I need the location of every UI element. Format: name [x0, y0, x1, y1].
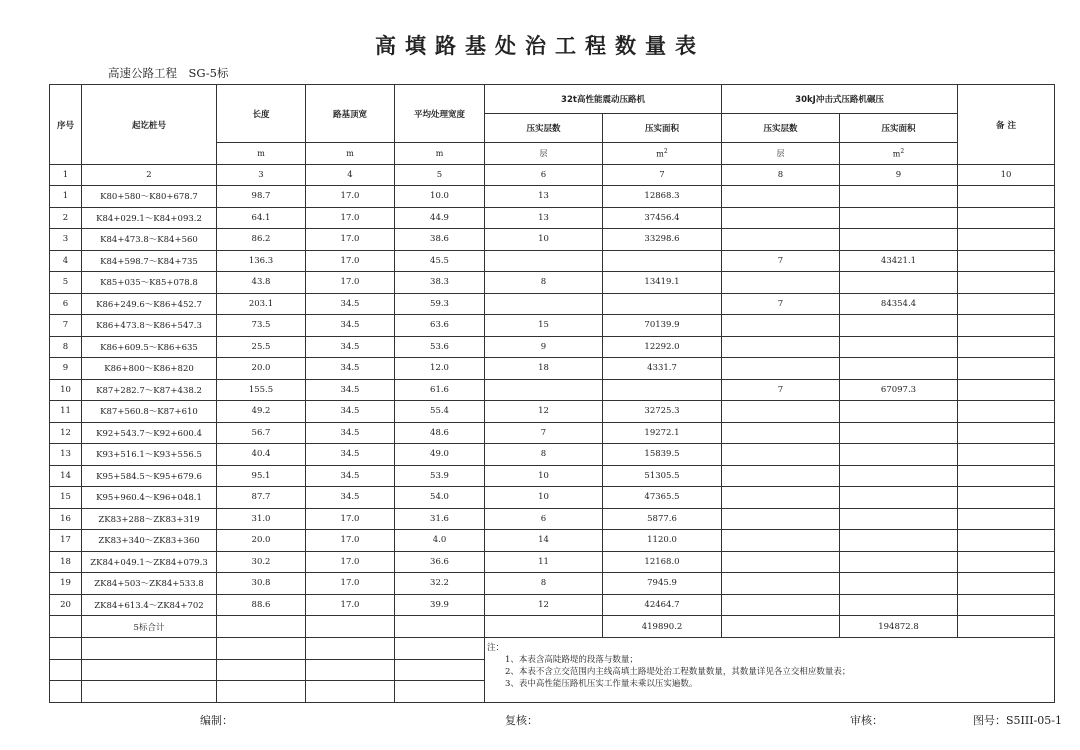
table-row: [50, 487, 1055, 509]
quantity-table: [49, 84, 1055, 703]
cell-avg-width: 10.0: [395, 186, 485, 208]
cell-avg-width: 44.9: [395, 207, 485, 229]
unit-layers-2: 层: [722, 143, 840, 165]
cell-seq: 14: [50, 465, 82, 487]
cell-station: K84+473.8～K84+560: [82, 229, 217, 251]
table-row: [50, 358, 1055, 380]
cell-avg-width: 53.6: [395, 336, 485, 358]
cell-avg-width: 38.3: [395, 272, 485, 294]
cell-avg-width: 45.5: [395, 250, 485, 272]
cell-layers-1: [485, 379, 603, 401]
cell-area-1: [603, 293, 722, 315]
cell-length: 87.7: [217, 487, 306, 509]
cell-roadbed-width: 17.0: [306, 186, 395, 208]
cell-seq: 4: [50, 250, 82, 272]
cell-remark: [958, 530, 1055, 552]
cell-roadbed-width: 17.0: [306, 250, 395, 272]
cell-avg-width: 48.6: [395, 422, 485, 444]
cell-layers-2: [722, 465, 840, 487]
unit-area-1: $m^2$: [603, 143, 722, 165]
header-remark: 备 注: [958, 85, 1055, 165]
cell-layers-2: [722, 508, 840, 530]
cell-remark: [958, 594, 1055, 616]
cell-layers-1: [485, 250, 603, 272]
table-row: [50, 422, 1055, 444]
blank-cell: [50, 659, 82, 681]
blank-cell: [217, 659, 306, 681]
cell-area-1: 12292.0: [603, 336, 722, 358]
total-empty: [306, 616, 395, 638]
header-seq: 序号: [50, 85, 82, 165]
blank-cell: [82, 681, 217, 703]
page-title: 高填路基处治工程数量表: [375, 33, 705, 58]
cell-remark: [958, 551, 1055, 573]
cell-length: 40.4: [217, 444, 306, 466]
cell-length: 88.6: [217, 594, 306, 616]
cell-avg-width: 53.9: [395, 465, 485, 487]
cell-seq: 18: [50, 551, 82, 573]
table-row: [50, 379, 1055, 401]
cell-layers-2: [722, 315, 840, 337]
table-row: [50, 465, 1055, 487]
cell-length: 56.7: [217, 422, 306, 444]
cell-roadbed-width: 34.5: [306, 401, 395, 423]
cell-layers-1: 10: [485, 229, 603, 251]
cell-remark: [958, 401, 1055, 423]
note-item: 2、本表不含立交范围内主线高填土路堤处治工程数量数量，其数量详见各立交相应数量表；: [505, 667, 851, 677]
cell-length: 30.8: [217, 573, 306, 595]
cell-seq: 3: [50, 229, 82, 251]
cell-avg-width: 63.6: [395, 315, 485, 337]
cell-layers-2: 7: [722, 293, 840, 315]
cell-area-1: 51305.5: [603, 465, 722, 487]
unit-avg-width: m: [395, 143, 485, 165]
cell-layers-1: [485, 293, 603, 315]
cell-length: 30.2: [217, 551, 306, 573]
cell-length: 25.5: [217, 336, 306, 358]
cell-layers-1: 6: [485, 508, 603, 530]
cell-avg-width: 61.6: [395, 379, 485, 401]
cell-remark: [958, 358, 1055, 380]
cell-avg-width: 49.0: [395, 444, 485, 466]
cell-layers-1: 15: [485, 315, 603, 337]
cell-seq: 9: [50, 358, 82, 380]
cell-seq: 2: [50, 207, 82, 229]
cell-roadbed-width: 17.0: [306, 551, 395, 573]
table-row: [50, 315, 1055, 337]
cell-station: K80+580～K80+678.7: [82, 186, 217, 208]
cell-remark: [958, 422, 1055, 444]
cell-remark: [958, 229, 1055, 251]
cell-remark: [958, 250, 1055, 272]
cell-station: K84+598.7～K84+735: [82, 250, 217, 272]
cell-seq: 5: [50, 272, 82, 294]
cell-remark: [958, 465, 1055, 487]
cell-area-2: [840, 508, 958, 530]
total-empty: [485, 616, 603, 638]
cell-length: 98.7: [217, 186, 306, 208]
cell-layers-2: [722, 573, 840, 595]
note-item: 3、表中高性能压路机压实工作量未乘以压实遍数。: [505, 679, 698, 689]
header-layers-2: 压实层数: [722, 114, 840, 143]
cell-area-2: [840, 358, 958, 380]
cell-station: K87+282.7～K87+438.2: [82, 379, 217, 401]
cell-area-1: 12168.0: [603, 551, 722, 573]
header-avg-width: 平均处理宽度: [395, 85, 485, 143]
cell-layers-2: [722, 229, 840, 251]
cell-roadbed-width: 17.0: [306, 508, 395, 530]
cell-layers-2: [722, 551, 840, 573]
total-seq: [50, 616, 82, 638]
cell-area-1: 37456.4: [603, 207, 722, 229]
cell-roadbed-width: 34.5: [306, 315, 395, 337]
blank-cell: [217, 638, 306, 660]
total-empty: [958, 616, 1055, 638]
cell-roadbed-width: 34.5: [306, 422, 395, 444]
cell-avg-width: 31.6: [395, 508, 485, 530]
cell-layers-1: 8: [485, 444, 603, 466]
column-number: 6: [485, 165, 603, 186]
cell-area-1: 70139.9: [603, 315, 722, 337]
cell-station: K95+584.5～K95+679.6: [82, 465, 217, 487]
cell-length: 49.2: [217, 401, 306, 423]
cell-area-1: 32725.3: [603, 401, 722, 423]
cell-area-2: [840, 487, 958, 509]
unit-roadbed-width: m: [306, 143, 395, 165]
total-area-2: 194872.8: [840, 616, 958, 638]
cell-layers-2: [722, 186, 840, 208]
cell-roadbed-width: 34.5: [306, 336, 395, 358]
cell-area-2: [840, 336, 958, 358]
cell-length: 31.0: [217, 508, 306, 530]
cell-area-1: 15839.5: [603, 444, 722, 466]
cell-layers-2: [722, 530, 840, 552]
table-row: [50, 207, 1055, 229]
cell-avg-width: 54.0: [395, 487, 485, 509]
cell-layers-1: 8: [485, 272, 603, 294]
column-number: 4: [306, 165, 395, 186]
cell-area-1: 33298.6: [603, 229, 722, 251]
cell-roadbed-width: 34.5: [306, 444, 395, 466]
cell-layers-1: 10: [485, 465, 603, 487]
cell-remark: [958, 207, 1055, 229]
footer-drawing-number: 图号：S5III-05-1: [973, 714, 1062, 727]
note-item: 1、本表含高陡路堤的段落与数量；: [505, 655, 638, 665]
cell-area-2: 43421.1: [840, 250, 958, 272]
cell-remark: [958, 444, 1055, 466]
notes-label: 注：: [487, 643, 505, 653]
cell-area-1: 7945.9: [603, 573, 722, 595]
cell-roadbed-width: 17.0: [306, 594, 395, 616]
cell-seq: 17: [50, 530, 82, 552]
cell-seq: 7: [50, 315, 82, 337]
cell-area-2: [840, 573, 958, 595]
cell-layers-1: 7: [485, 422, 603, 444]
column-number: 5: [395, 165, 485, 186]
cell-remark: [958, 336, 1055, 358]
cell-area-1: 19272.1: [603, 422, 722, 444]
blank-cell: [395, 681, 485, 703]
cell-layers-1: 11: [485, 551, 603, 573]
cell-station: K93+516.1～K93+556.5: [82, 444, 217, 466]
cell-avg-width: 59.3: [395, 293, 485, 315]
total-label: 5标合计: [82, 616, 217, 638]
cell-area-2: 67097.3: [840, 379, 958, 401]
cell-layers-1: 18: [485, 358, 603, 380]
blank-cell: [395, 659, 485, 681]
cell-length: 203.1: [217, 293, 306, 315]
cell-roadbed-width: 34.5: [306, 379, 395, 401]
cell-layers-2: 7: [722, 379, 840, 401]
blank-cell: [217, 681, 306, 703]
cell-seq: 20: [50, 594, 82, 616]
blank-cell: [82, 638, 217, 660]
cell-roadbed-width: 34.5: [306, 487, 395, 509]
cell-station: K86+249.6～K86+452.7: [82, 293, 217, 315]
cell-area-2: [840, 465, 958, 487]
cell-avg-width: 36.6: [395, 551, 485, 573]
blank-cell: [306, 659, 395, 681]
table-row: [50, 508, 1055, 530]
cell-length: 73.5: [217, 315, 306, 337]
cell-station: K95+960.4～K96+048.1: [82, 487, 217, 509]
cell-avg-width: 4.0: [395, 530, 485, 552]
table-row: [50, 229, 1055, 251]
table-row: [50, 530, 1055, 552]
unit-area-2: $m^2$: [840, 143, 958, 165]
cell-station: ZK83+288～ZK83+319: [82, 508, 217, 530]
cell-seq: 19: [50, 573, 82, 595]
cell-roadbed-width: 17.0: [306, 573, 395, 595]
notes-cell: [485, 638, 1055, 703]
blank-cell: [50, 681, 82, 703]
total-row: [50, 616, 1055, 638]
cell-length: 155.5: [217, 379, 306, 401]
cell-layers-2: [722, 358, 840, 380]
cell-remark: [958, 508, 1055, 530]
cell-layers-2: [722, 207, 840, 229]
cell-layers-1: 9: [485, 336, 603, 358]
cell-avg-width: 55.4: [395, 401, 485, 423]
table-row: [50, 293, 1055, 315]
unit-length: m: [217, 143, 306, 165]
cell-station: K84+029.1～K84+093.2: [82, 207, 217, 229]
cell-avg-width: 38.6: [395, 229, 485, 251]
cell-station: ZK83+340～ZK83+360: [82, 530, 217, 552]
cell-roadbed-width: 34.5: [306, 293, 395, 315]
cell-layers-1: 13: [485, 186, 603, 208]
column-number: 1: [50, 165, 82, 186]
header-layers-1: 压实层数: [485, 114, 603, 143]
cell-roadbed-width: 34.5: [306, 465, 395, 487]
column-number: 7: [603, 165, 722, 186]
column-number: 3: [217, 165, 306, 186]
header-station: 起讫桩号: [82, 85, 217, 165]
cell-seq: 10: [50, 379, 82, 401]
blank-cell: [82, 659, 217, 681]
cell-area-1: [603, 250, 722, 272]
table-row: [50, 186, 1055, 208]
cell-avg-width: 32.2: [395, 573, 485, 595]
total-empty: [722, 616, 840, 638]
cell-seq: 8: [50, 336, 82, 358]
cell-area-2: [840, 444, 958, 466]
cell-area-1: 12868.3: [603, 186, 722, 208]
footer-reviewed: 审核：: [850, 714, 883, 727]
header-length: 长度: [217, 85, 306, 143]
cell-area-2: [840, 594, 958, 616]
blank-cell: [306, 638, 395, 660]
cell-area-2: [840, 229, 958, 251]
blank-cell: [306, 681, 395, 703]
cell-area-1: 42464.7: [603, 594, 722, 616]
footer-prepared: 编制：: [200, 714, 233, 727]
cell-layers-2: [722, 272, 840, 294]
cell-remark: [958, 315, 1055, 337]
cell-remark: [958, 186, 1055, 208]
total-area-1: 419890.2: [603, 616, 722, 638]
cell-area-1: 1120.0: [603, 530, 722, 552]
header-area-1: 压实面积: [603, 114, 722, 143]
cell-station: K85+035～K85+078.8: [82, 272, 217, 294]
cell-remark: [958, 379, 1055, 401]
cell-seq: 13: [50, 444, 82, 466]
table-row: [50, 594, 1055, 616]
cell-area-2: [840, 207, 958, 229]
column-number-row: [50, 165, 1055, 186]
cell-area-2: 84354.4: [840, 293, 958, 315]
cell-length: 20.0: [217, 358, 306, 380]
table-row: [50, 401, 1055, 423]
cell-area-1: 47365.5: [603, 487, 722, 509]
cell-avg-width: 12.0: [395, 358, 485, 380]
cell-layers-1: 13: [485, 207, 603, 229]
cell-roadbed-width: 34.5: [306, 358, 395, 380]
table-row: [50, 336, 1055, 358]
cell-seq: 1: [50, 186, 82, 208]
blank-row: [50, 638, 1055, 660]
cell-area-1: 4331.7: [603, 358, 722, 380]
cell-station: K86+473.8～K86+547.3: [82, 315, 217, 337]
cell-area-2: [840, 401, 958, 423]
table-row: [50, 272, 1055, 294]
cell-remark: [958, 272, 1055, 294]
cell-layers-2: [722, 401, 840, 423]
column-number: 8: [722, 165, 840, 186]
cell-station: K87+560.8～K87+610: [82, 401, 217, 423]
cell-area-2: [840, 315, 958, 337]
cell-layers-2: [722, 422, 840, 444]
cell-station: K86+800～K86+820: [82, 358, 217, 380]
cell-layers-1: 8: [485, 573, 603, 595]
total-empty: [217, 616, 306, 638]
cell-seq: 16: [50, 508, 82, 530]
blank-cell: [395, 638, 485, 660]
project-name: 高速公路工程 SG-5标: [108, 66, 229, 80]
cell-length: 20.0: [217, 530, 306, 552]
total-empty: [395, 616, 485, 638]
cell-area-2: [840, 551, 958, 573]
header-group-vibratory-roller: 32t高性能震动压路机: [485, 85, 722, 114]
cell-layers-1: 10: [485, 487, 603, 509]
cell-length: 64.1: [217, 207, 306, 229]
blank-cell: [50, 638, 82, 660]
cell-seq: 6: [50, 293, 82, 315]
cell-roadbed-width: 17.0: [306, 530, 395, 552]
cell-remark: [958, 573, 1055, 595]
cell-remark: [958, 487, 1055, 509]
header-area-2: 压实面积: [840, 114, 958, 143]
cell-station: ZK84+613.4～ZK84+702: [82, 594, 217, 616]
cell-station: K92+543.7～K92+600.4: [82, 422, 217, 444]
cell-area-1: 13419.1: [603, 272, 722, 294]
header-roadbed-width: 路基顶宽: [306, 85, 395, 143]
cell-layers-2: [722, 594, 840, 616]
cell-layers-2: [722, 487, 840, 509]
cell-layers-2: [722, 336, 840, 358]
cell-layers-1: 12: [485, 401, 603, 423]
cell-area-1: [603, 379, 722, 401]
column-number: 2: [82, 165, 217, 186]
cell-layers-1: 14: [485, 530, 603, 552]
footer-checked: 复核：: [505, 714, 538, 727]
cell-area-2: [840, 530, 958, 552]
cell-seq: 11: [50, 401, 82, 423]
cell-roadbed-width: 17.0: [306, 272, 395, 294]
column-number: 10: [958, 165, 1055, 186]
table-row: [50, 551, 1055, 573]
table-row: [50, 444, 1055, 466]
cell-seq: 12: [50, 422, 82, 444]
cell-station: K86+609.5～K86+635: [82, 336, 217, 358]
cell-layers-2: 7: [722, 250, 840, 272]
cell-length: 95.1: [217, 465, 306, 487]
cell-length: 86.2: [217, 229, 306, 251]
cell-length: 136.3: [217, 250, 306, 272]
cell-area-2: [840, 186, 958, 208]
cell-roadbed-width: 17.0: [306, 229, 395, 251]
cell-seq: 15: [50, 487, 82, 509]
cell-layers-1: 12: [485, 594, 603, 616]
cell-length: 43.8: [217, 272, 306, 294]
cell-area-2: [840, 422, 958, 444]
cell-avg-width: 39.9: [395, 594, 485, 616]
header-group-impact-roller: 30kJ冲击式压路机碾压: [722, 85, 958, 114]
cell-area-1: 5877.6: [603, 508, 722, 530]
cell-remark: [958, 293, 1055, 315]
table-row: [50, 573, 1055, 595]
table-row: [50, 250, 1055, 272]
cell-layers-2: [722, 444, 840, 466]
column-number: 9: [840, 165, 958, 186]
cell-station: ZK84+049.1～ZK84+079.3: [82, 551, 217, 573]
cell-station: ZK84+503～ZK84+533.8: [82, 573, 217, 595]
cell-roadbed-width: 17.0: [306, 207, 395, 229]
cell-area-2: [840, 272, 958, 294]
unit-layers-1: 层: [485, 143, 603, 165]
